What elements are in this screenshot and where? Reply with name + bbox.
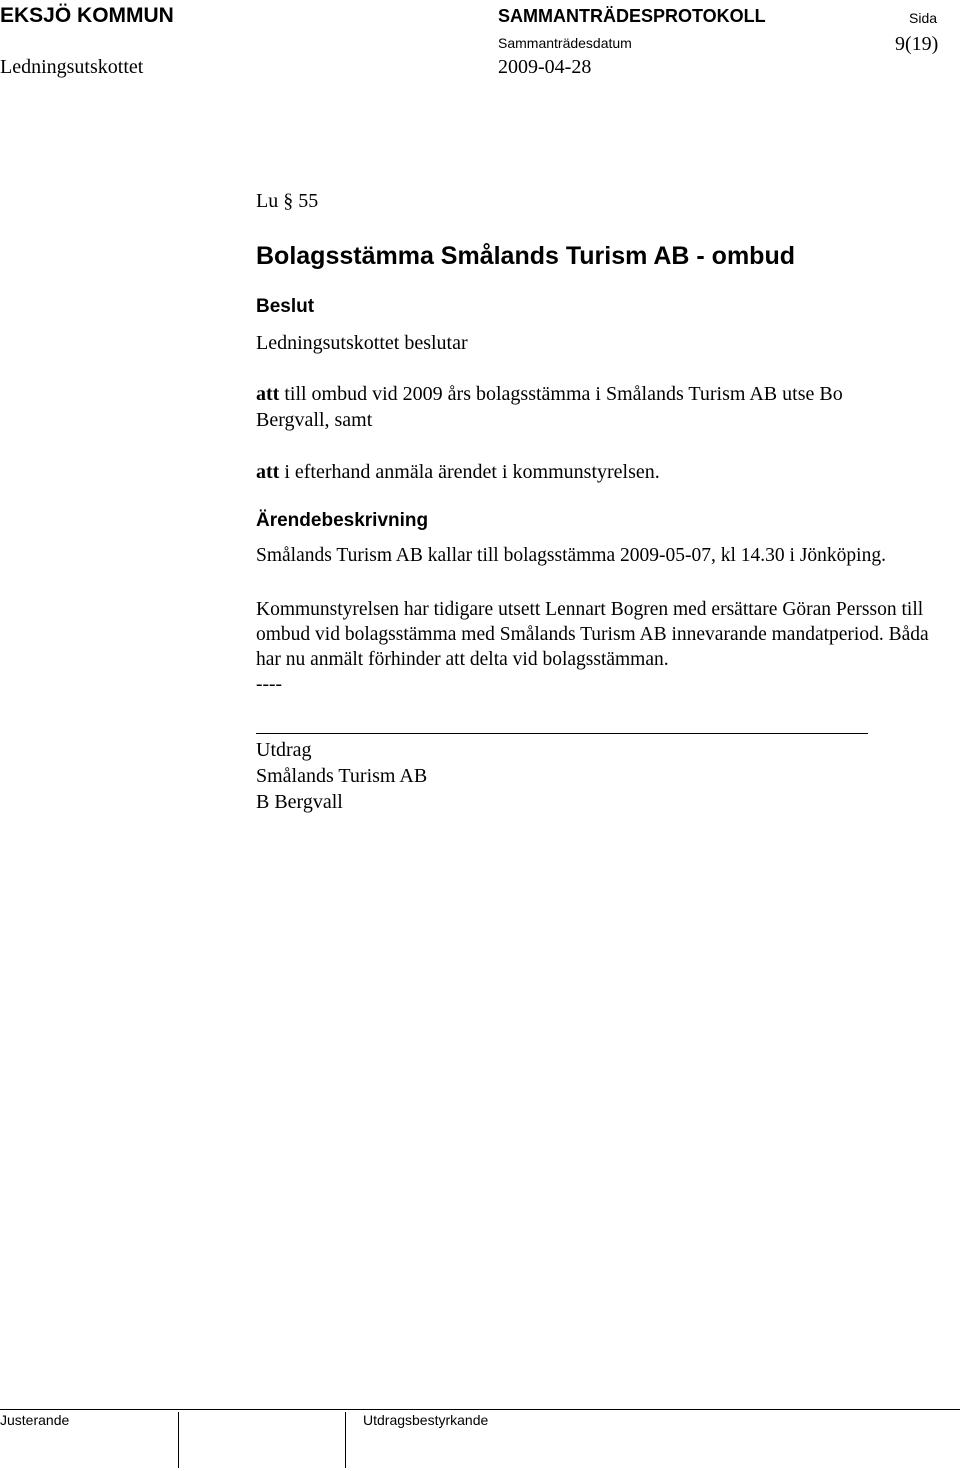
decision-intro: Ledningsutskottet beslutar [256,332,468,354]
signature-box-divider [178,1412,179,1468]
decision-keyword: att [256,461,280,483]
distribution-recipient: B Bergvall [256,791,343,813]
decision-text: i efterhand anmäla ärendet i kommunstyrelsen. [279,461,660,483]
case-description-paragraph: Smålands Turism AB kallar till bolagsstämma 2009-05-07, kl 14.30 i Jönköping. [256,545,886,566]
case-description-heading: Ärendebeskrivning [256,510,429,531]
page-label: Sida [909,10,938,26]
signature-box-divider [345,1412,346,1468]
org-name: EKSJÖ KOMMUN [0,4,174,27]
distribution-recipient: Smålands Turism AB [256,765,428,787]
justerande-label: Justerande [0,1412,70,1428]
decision-item [256,381,916,433]
committee-name: Ledningsutskottet [0,56,144,78]
page-number: 9(19) [895,33,939,55]
decision-text: till ombud vid 2009 års bolagsstämma i Smålands Turism AB utse Bo Bergvall, samt [256,383,843,431]
distribution-heading: Utdrag [256,739,312,761]
distribution-list [256,737,427,815]
document-type: SAMMANTRÄDESPROTOKOLL [498,6,766,26]
meeting-date: 2009-04-28 [498,56,592,78]
meeting-date-label: Sammanträdesdatum [498,35,632,51]
page-title: Bolagsstämma Smålands Turism AB - ombud [256,242,795,270]
separator-line [256,733,868,734]
end-marker: ---- [256,674,282,695]
footer-divider [0,1409,960,1410]
decision-keyword: att [256,383,280,405]
case-description-text: Kommunstyrelsen har tidigare utsett Lennart Bogren med ersättare Göran Persson till ombud vid bolagsstämma med Smålands Turism AB innevarande mandatperiod. Båda har nu anmält förhinder att delta vid bolagsstämman. [256,599,929,670]
decision-item [256,459,660,485]
utdragsbestyrkande-label: Utdragsbestyrkande [363,1412,489,1428]
decision-heading: Beslut [256,296,315,317]
case-description-paragraph [256,597,956,697]
case-number: Lu § 55 [256,190,319,212]
